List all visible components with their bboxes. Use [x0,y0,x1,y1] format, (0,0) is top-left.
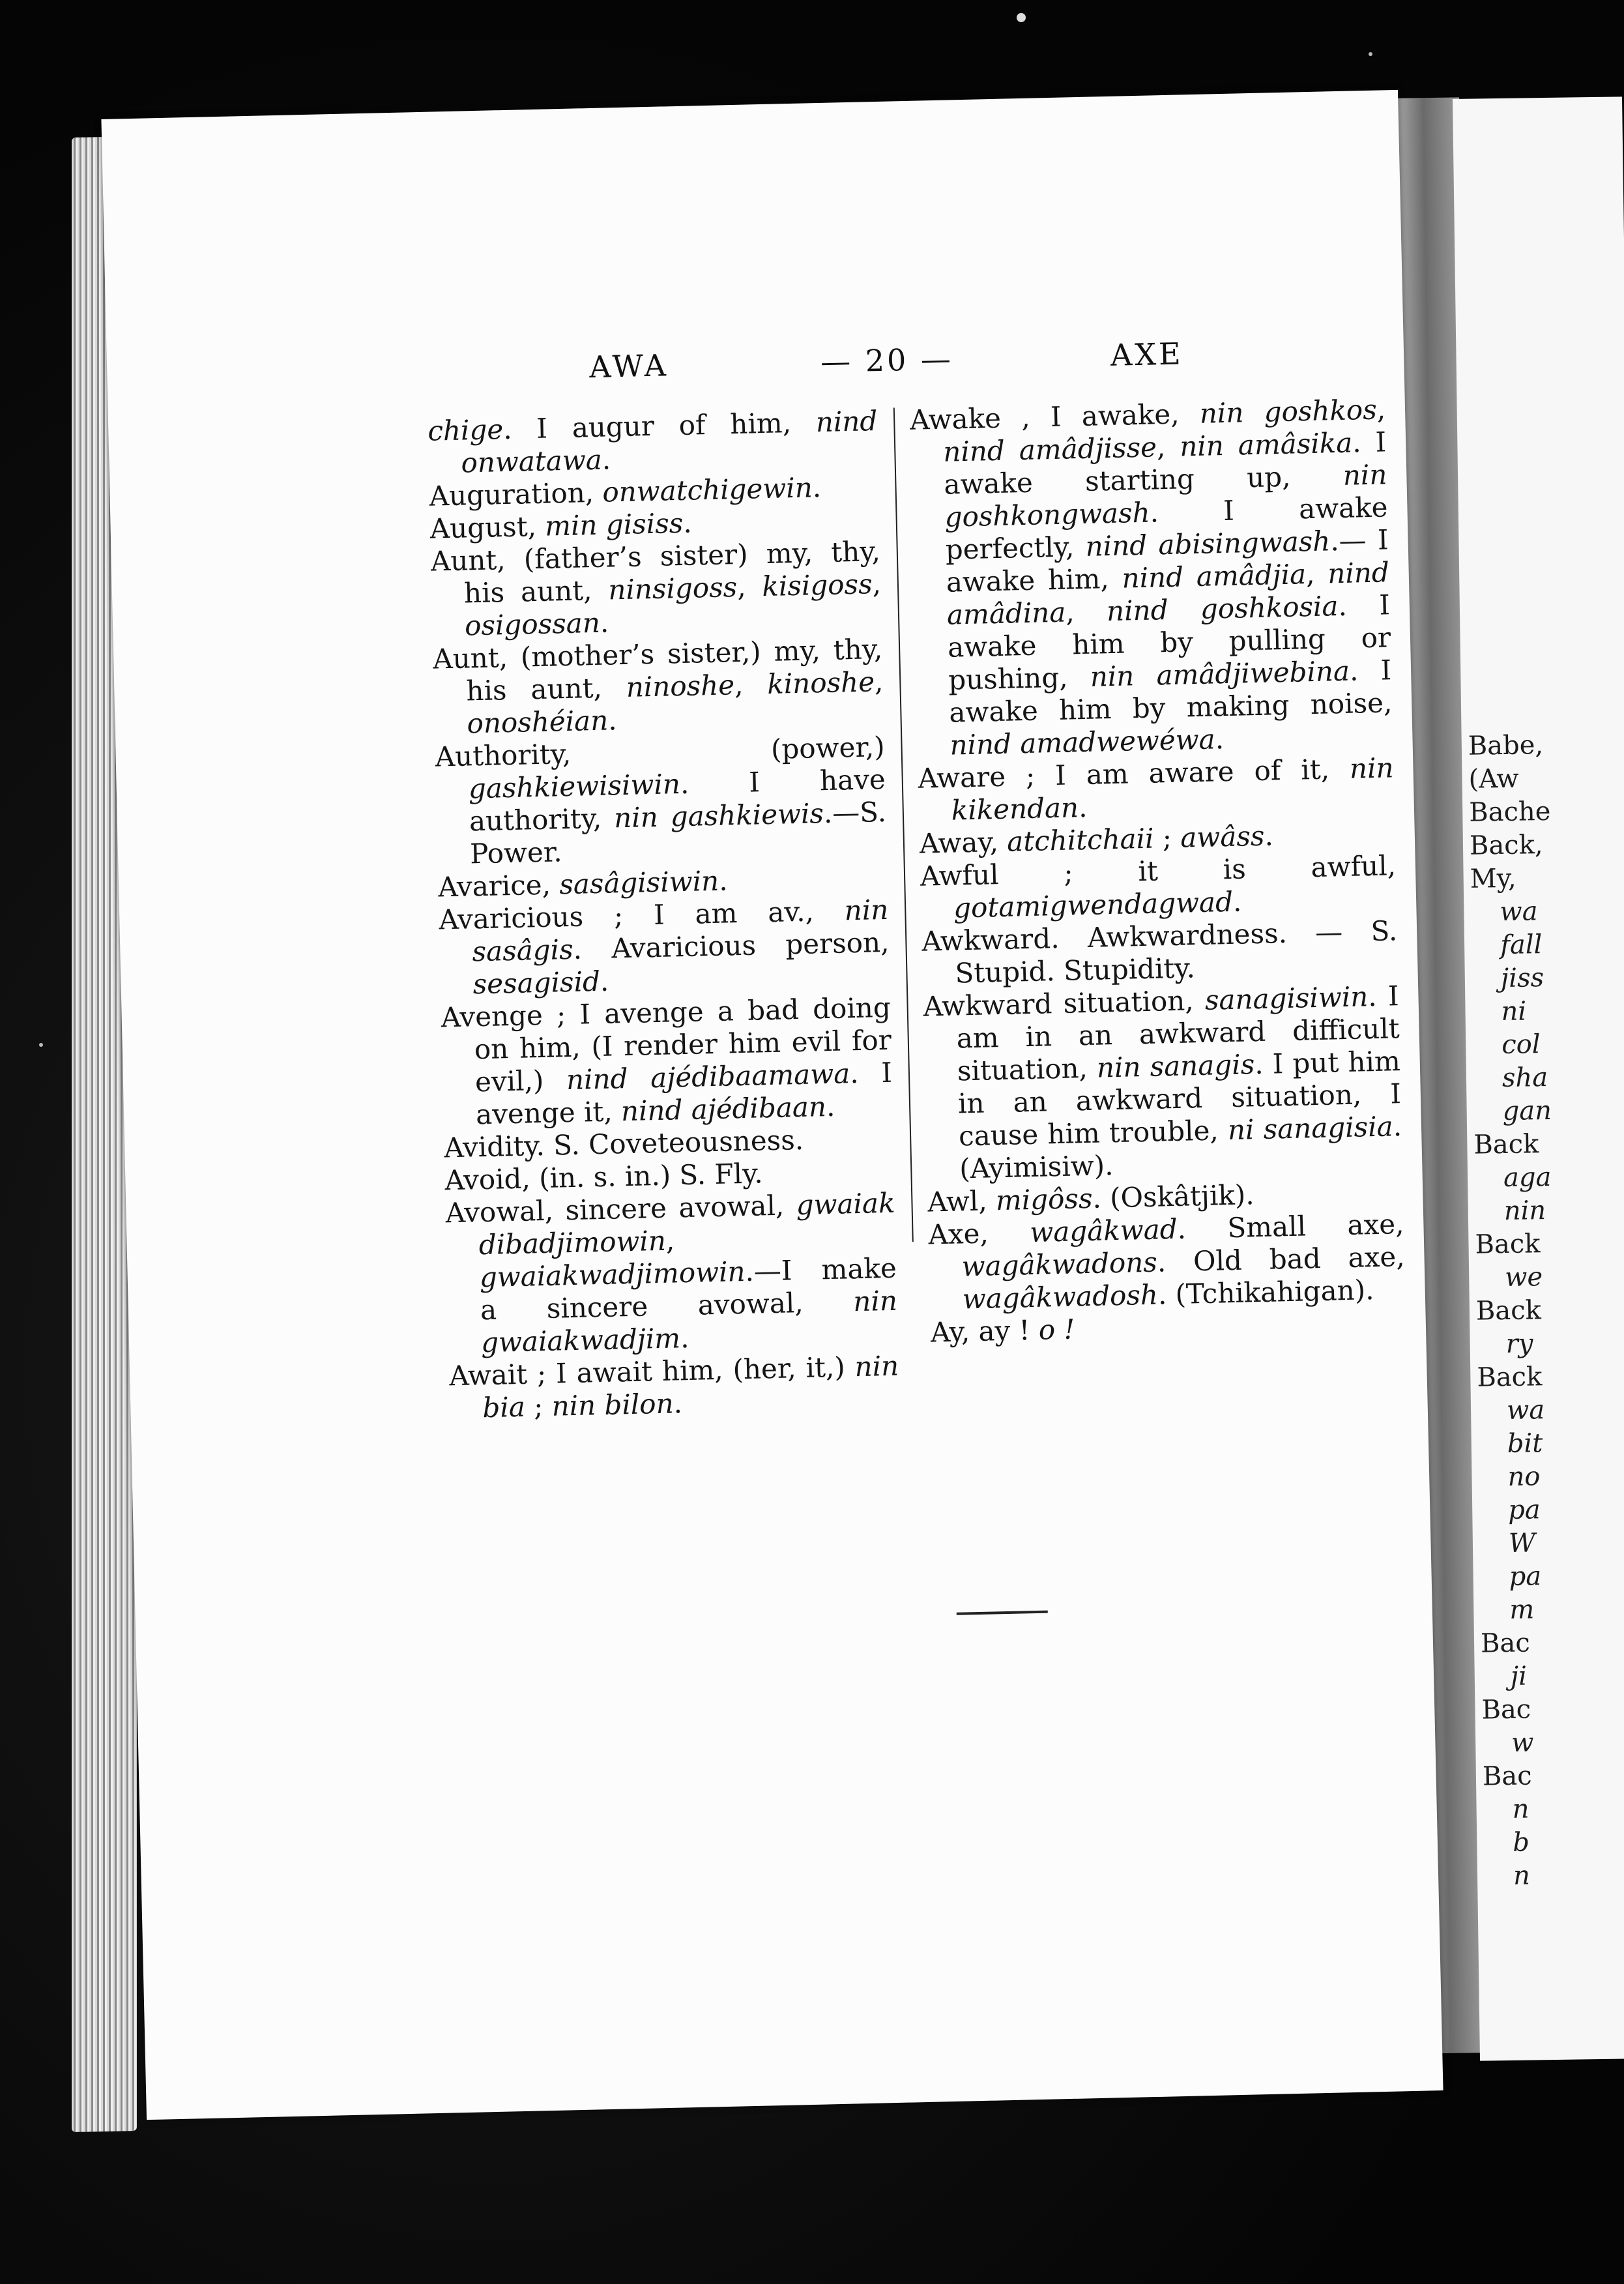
facing-page-text: no [1507,1461,1541,1492]
header-right-guide-word: AXE [1110,336,1184,373]
facing-page-text: bit [1507,1428,1543,1459]
facing-page-text: (Aw [1468,763,1519,795]
dictionary-entry: Avidity. S. Coveteousness. [443,1123,804,1164]
dictionary-entry: Auguration, onwatchigewin. [429,471,822,512]
dictionary-entry: Authority, (power,) gashkiewisiwin. I have authority, nin gashkiewis.—S. Power. [435,730,887,870]
column-divider [893,407,914,1242]
facing-page-text: Bac [1480,1628,1531,1659]
dictionary-entry: Aunt, (father’s sister) my, thy, his aunt, ninsigoss, kisigoss, osigossan. [430,535,882,642]
dictionary-entry: chige. I augur of him, nind onwatawa. [427,405,878,479]
facing-page-text: wa [1506,1395,1545,1426]
dictionary-entry: Ay, ay ! o ! [930,1313,1075,1349]
header-left-guide-word: AWA [588,347,669,385]
facing-page-text: W [1508,1528,1536,1559]
facing-page-text: n [1512,1794,1530,1824]
dictionary-entry: Avenge ; I avenge a bad doing on him, (I render him evil for evil,) nind ajédibaamawa. I avenge it, nind ajédibaan. [441,991,893,1131]
facing-page-text: ni [1501,996,1527,1027]
facing-page-text: Back [1475,1229,1541,1260]
facing-page-text: Bache [1468,796,1551,828]
dictionary-entry: Aware ; I am aware of it, nin kikendan. [918,752,1395,827]
facing-page-text: pa [1507,1495,1541,1525]
facing-page-text: Back [1475,1295,1542,1326]
facing-page-text: ji [1510,1661,1528,1691]
dictionary-entry: Awkward situation, sanagisiwin. I am in an awkward difficult situation, nin sanagis. I put him in an awkward situation, I cause him trouble, ni sanagisia. (Ayimisiw). [923,980,1402,1185]
facing-page-text: aga [1503,1162,1552,1193]
dictionary-entry: Await ; I await him, (her, it,) nin bia ; nin bilon. [448,1349,899,1424]
facing-page-fragment [1453,96,1624,2060]
dictionary-entry: Avaricious ; I am av., nin sasâgis. Avaricious person, sesagisid. [438,893,890,1001]
facing-page-text: Back [1473,1129,1539,1160]
facing-page-text: Bac [1481,1694,1531,1725]
facing-page-text: w [1511,1727,1534,1758]
facing-page-text: Babe, [1468,730,1544,761]
dictionary-entry: Avowal, sincere avowal, gwaiak dibadjimowin, gwaiakwadjimowin.—I make a sincere avowal, nin gwaiakwadjim. [445,1186,898,1359]
dictionary-entry: Awkward. Awkwardness. — S. Stupid. Stupidity. [921,915,1398,989]
dictionary-entry: Awl, migôss. (Oskâtjik). [927,1179,1255,1218]
right-column [910,393,1407,1349]
page-number: — 20 — [820,341,954,380]
facing-page-text: pa [1509,1561,1542,1592]
dictionary-entry: Avarice, sasâgisiwin. [437,864,729,903]
facing-page-text: we [1504,1262,1543,1293]
dictionary-page [101,90,1443,2120]
dictionary-entry: August, min gisiss. [429,506,693,545]
facing-page-text: col [1501,1029,1541,1061]
dictionary-entry: Aunt, (mother’s sister,) my, thy, his aunt, ninoshe, kinoshe, onoshéian. [432,632,884,740]
dictionary-entry: Avoid, (in. s. in.) S. Fly. [444,1157,764,1197]
end-of-section-rule [957,1611,1048,1615]
facing-page-text: Back [1477,1362,1543,1393]
facing-page-text: n [1513,1860,1531,1891]
dictionary-entry: Away, atchitchaii ; awâss. [919,819,1274,860]
dictionary-entry: Awake , I awake, nin goshkos, nind amâdjisse, nin amâsika. I awake starting up, nin goshkongwash. I awake perfectly, nind abisingwash.— I awake him, nind amâdjia, nind amâdina, nind goshkosia. I awake him by pulling or pushing, nin amâdjiwebina. I awake him by making noise, nind amadwewéwa. [909,393,1393,761]
dictionary-entry: Axe, wagâkwad. Small axe, wagâkwadons. Old bad axe, wagâkwadosh. (Tchikahigan). [928,1208,1406,1315]
facing-page-text: m [1509,1594,1535,1625]
running-header [107,331,1403,385]
facing-page-text: My, [1470,863,1516,894]
facing-page-text: nin [1503,1195,1546,1227]
facing-page-text: fall [1500,930,1543,961]
facing-page-text: Back, [1469,830,1543,861]
facing-page-text: Bac [1482,1761,1532,1792]
facing-page-text: ry [1505,1328,1533,1360]
facing-page-text: gan [1502,1095,1552,1127]
facing-page-text: jiss [1500,963,1544,994]
facing-page-text: sha [1501,1062,1548,1094]
facing-page-text: b [1513,1827,1530,1858]
facing-page-text: wa [1500,896,1538,928]
dictionary-entry: Awful ; it is awful, gotamigwendagwad. [920,849,1397,924]
left-column [428,405,900,1425]
